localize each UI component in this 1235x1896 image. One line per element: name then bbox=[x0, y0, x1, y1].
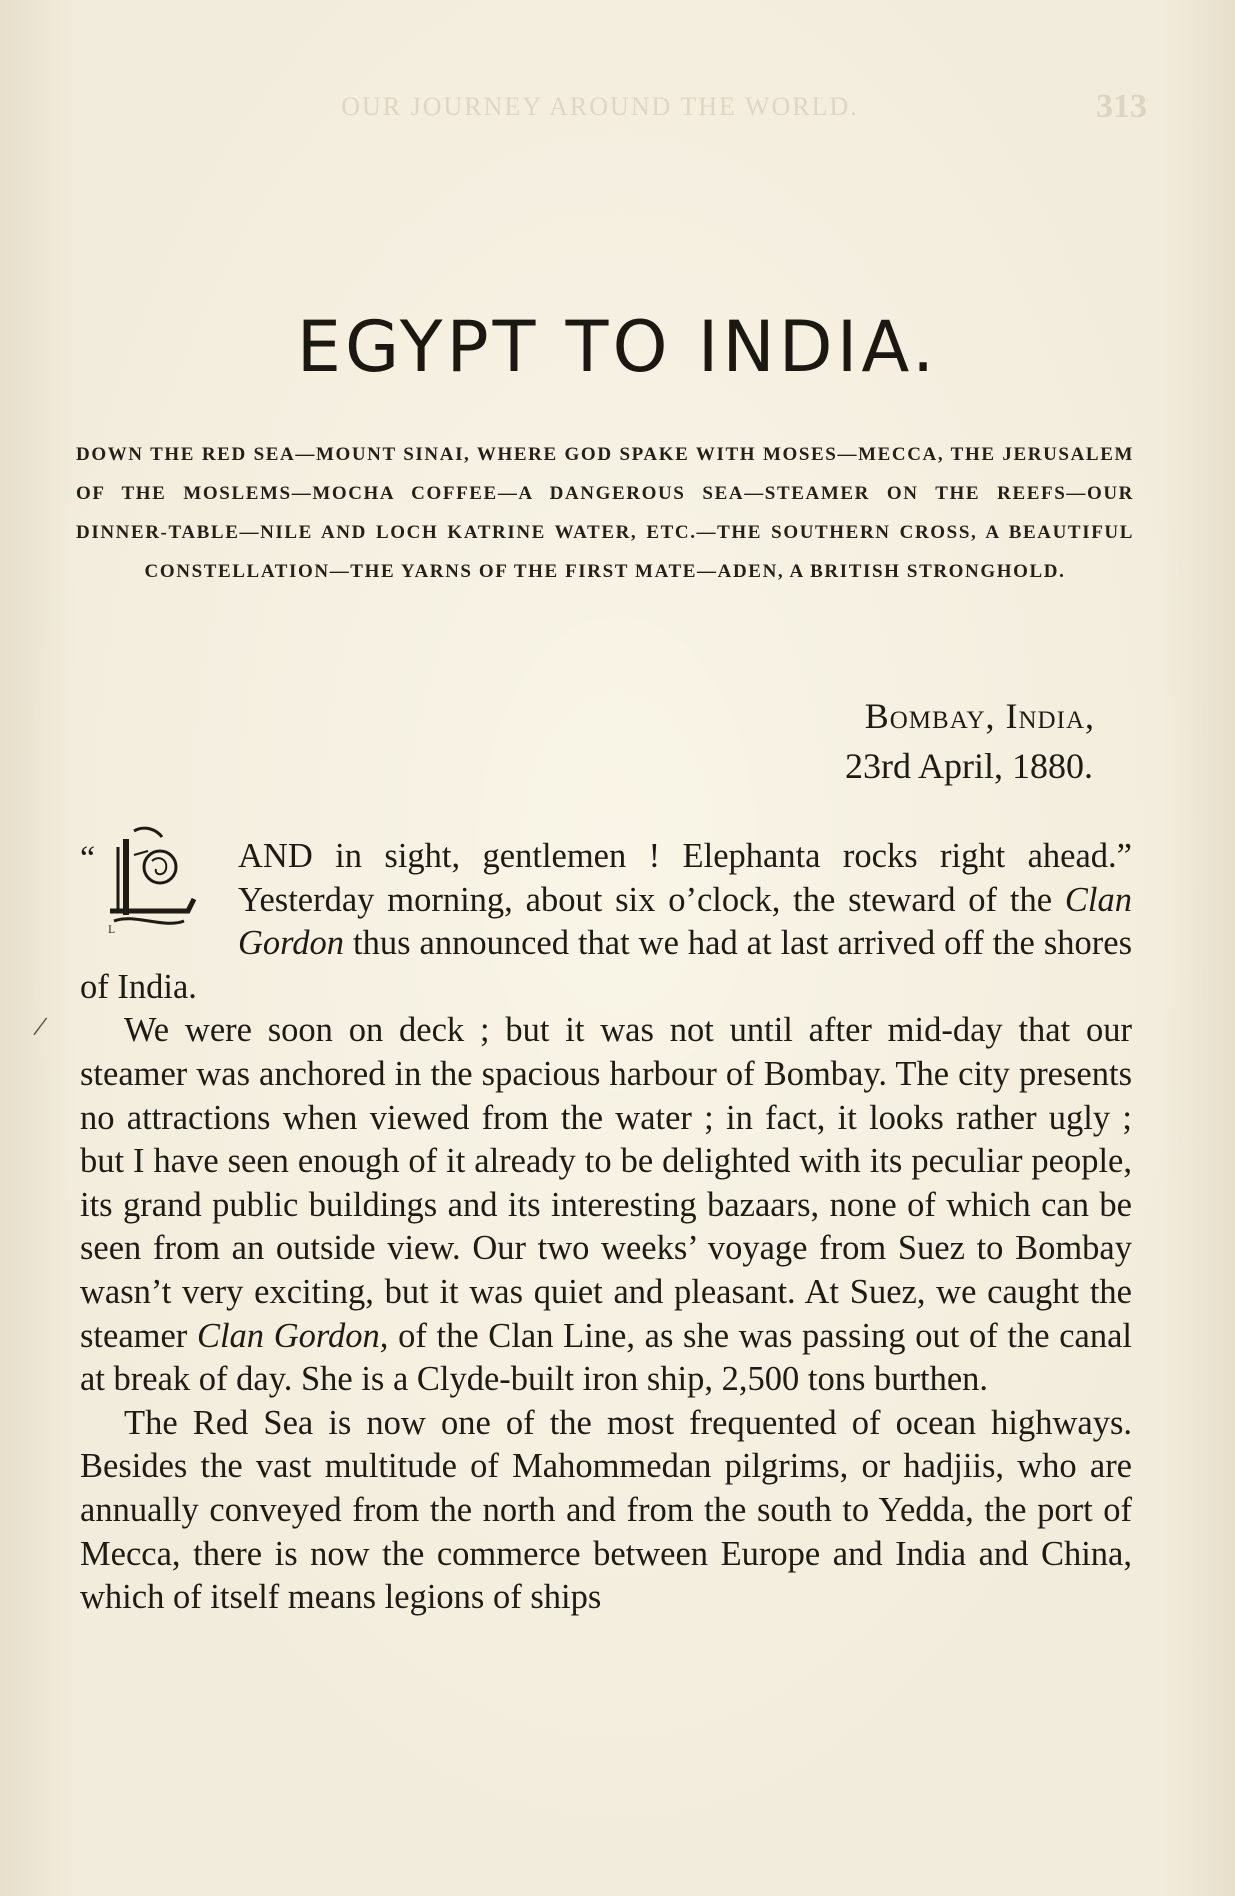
bleed-through-page-number: 313 bbox=[1096, 88, 1147, 125]
drop-cap-letter: L bbox=[108, 925, 115, 936]
paragraph-2-text-a: We were soon on deck ; but it was not until after mid-day that our steamer was anchored in the spacious harbour of Bombay. The city presents no attractions when viewed from the water ; in fact, it looks rather ugly ; but I have seen enough of it already to be delighted with its peculiar people, its grand public buildings and its interesting bazaars, none of which can be seen from an outside view. Our two weeks’ voyage from Suez to Bombay wasn’t very exciting, but it was quiet and pleasant. At Suez, we caught the steamer bbox=[80, 1011, 1132, 1355]
paragraph-2 bbox=[80, 1009, 1132, 1401]
ship-name: Clan Gordon bbox=[238, 880, 1132, 963]
ornamental-initial-icon bbox=[104, 825, 200, 937]
drop-cap bbox=[80, 831, 228, 959]
chapter-title: EGYPT TO INDIA. bbox=[296, 306, 939, 388]
pencil-margin-mark: / bbox=[31, 1009, 50, 1044]
body-text bbox=[80, 835, 1132, 1620]
bleed-through-running-head: OUR JOURNEY AROUND THE WORLD. bbox=[341, 92, 859, 121]
drop-cap-quote: “ bbox=[80, 840, 96, 877]
ship-name-2: Clan Gordon, bbox=[196, 1316, 389, 1355]
paragraph-1-text-b: thus announced that we had at last arrived off the shores of India. bbox=[80, 924, 1132, 1006]
paragraph-1-text-a: AND in sight, gentlemen ! Elephanta rocks right ahead.” Yesterday morning, about six o’clock, the steward of the bbox=[238, 837, 1132, 919]
paragraph-3: The Red Sea is now one of the most frequented of ocean highways. Besides the vast multitude of Mahommedan pilgrims, or hadjiis, who are annually conveyed from the north and from the south to Yedda, the port of Mecca, there is now the commerce between Europe and India and China, which of itself means legions of ships bbox=[80, 1403, 1132, 1617]
paragraph-1 bbox=[80, 835, 1132, 1009]
paragraph-2-text-b: of the Clan Line, as she was passing out of the canal at break of day. She is a Clyde-built iron ship, 2,500 tons burthen. bbox=[80, 1316, 1132, 1399]
dateline-date: 23rd April, 1880. bbox=[845, 746, 1093, 786]
chapter-summary: DOWN THE RED SEA—MOUNT SINAI, WHERE GOD SPAKE WITH MOSES—MECCA, THE JERUSALEM OF THE MOSLEMS—MOCHA COFFEE—A DANGEROUS SEA—STEAMER ON THE REEFS—OUR DINNER-TABLE—NILE AND LOCH KATRINE WATER, ETC.—THE SOUTHERN CROSS, A BEAUTIFUL CONSTELLATION—THE YARNS OF THE FIRST MATE—ADEN, A BRITISH STRONGHOLD. bbox=[76, 444, 1134, 582]
dateline-place: Bombay, India, bbox=[864, 696, 1095, 736]
